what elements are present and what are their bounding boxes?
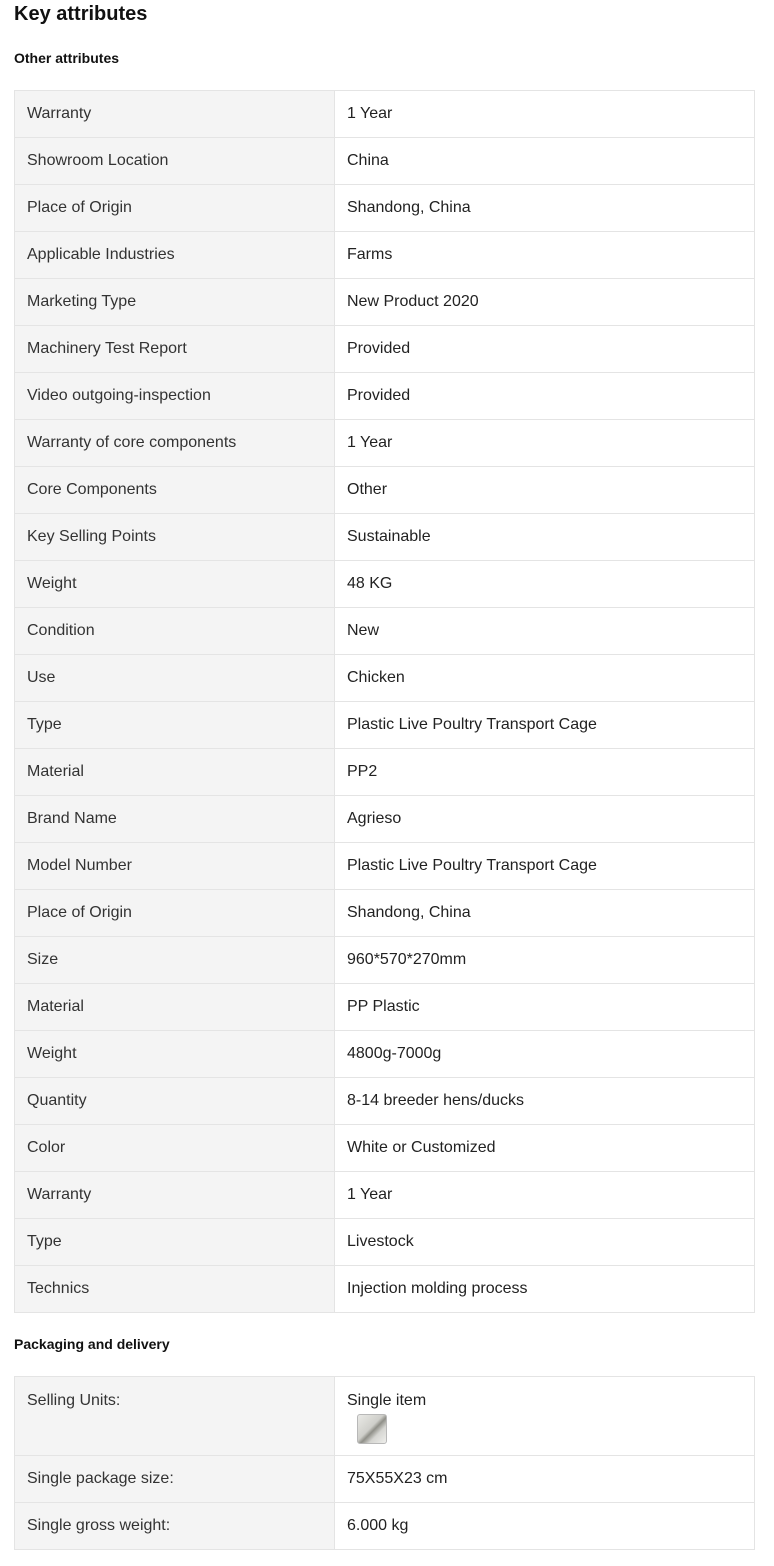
- attribute-value: 1 Year: [335, 420, 755, 467]
- attribute-key: Place of Origin: [15, 185, 335, 232]
- attribute-value: Sustainable: [335, 514, 755, 561]
- attribute-value: Injection molding process: [335, 1266, 755, 1313]
- attribute-value: 4800g-7000g: [335, 1031, 755, 1078]
- attribute-value: 1 Year: [335, 1172, 755, 1219]
- table-row: [15, 1125, 755, 1172]
- table-row: [15, 1219, 755, 1266]
- attribute-value: Plastic Live Poultry Transport Cage: [335, 843, 755, 890]
- attribute-key: Color: [15, 1125, 335, 1172]
- attribute-key: Brand Name: [15, 796, 335, 843]
- table-row: [15, 373, 755, 420]
- attribute-key: Machinery Test Report: [15, 326, 335, 373]
- table-row: [15, 655, 755, 702]
- product-thumbnail[interactable]: [357, 1414, 387, 1444]
- attribute-key: Applicable Industries: [15, 232, 335, 279]
- page-title: Key attributes: [14, 3, 148, 25]
- attribute-value: China: [335, 138, 755, 185]
- table-row: [15, 1172, 755, 1219]
- table-row: [15, 467, 755, 514]
- attribute-value: Chicken: [335, 655, 755, 702]
- table-row: [15, 1078, 755, 1125]
- table-row: [15, 890, 755, 937]
- table-row: [15, 279, 755, 326]
- attribute-key: Use: [15, 655, 335, 702]
- attribute-value: Provided: [335, 373, 755, 420]
- table-row: [15, 232, 755, 279]
- attribute-value: 8-14 breeder hens/ducks: [335, 1078, 755, 1125]
- key-attributes-panel: [14, 0, 755, 1550]
- table-row: [15, 1503, 755, 1550]
- attribute-value: PP2: [335, 749, 755, 796]
- attribute-key: Place of Origin: [15, 890, 335, 937]
- table-row: [15, 138, 755, 185]
- table-row: [15, 1266, 755, 1313]
- table-row: [15, 608, 755, 655]
- table-row: [15, 514, 755, 561]
- table-row: [15, 1377, 755, 1456]
- attribute-key: Single package size:: [15, 1456, 335, 1503]
- attribute-value: New Product 2020: [335, 279, 755, 326]
- table-row: [15, 561, 755, 608]
- section-title-packaging-delivery: Packaging and delivery: [14, 1336, 170, 1352]
- attribute-key: Showroom Location: [15, 138, 335, 185]
- table-row: [15, 843, 755, 890]
- table-row: [15, 796, 755, 843]
- attribute-key: Type: [15, 1219, 335, 1266]
- attribute-key: Material: [15, 749, 335, 796]
- table-row: [15, 937, 755, 984]
- table-row: [15, 1031, 755, 1078]
- attribute-value: 6.000 kg: [335, 1503, 755, 1550]
- attribute-key: Key Selling Points: [15, 514, 335, 561]
- attribute-value: Agrieso: [335, 796, 755, 843]
- attribute-key: Warranty: [15, 1172, 335, 1219]
- attribute-key: Selling Units:: [15, 1377, 335, 1456]
- table-row: [15, 91, 755, 138]
- attribute-key: Quantity: [15, 1078, 335, 1125]
- table-row: [15, 984, 755, 1031]
- attribute-value: Other: [335, 467, 755, 514]
- attribute-value: 75X55X23 cm: [335, 1456, 755, 1503]
- attribute-value: Single item: [347, 1392, 427, 1409]
- attribute-key: Condition: [15, 608, 335, 655]
- table-row: [15, 185, 755, 232]
- attribute-value: 960*570*270mm: [335, 937, 755, 984]
- section-title-other-attributes: Other attributes: [14, 50, 120, 66]
- attribute-key: Core Components: [15, 467, 335, 514]
- table-row: [15, 1456, 755, 1503]
- attribute-key: Marketing Type: [15, 279, 335, 326]
- attribute-value: Livestock: [335, 1219, 755, 1266]
- attribute-value: Provided: [335, 326, 755, 373]
- table-row: [15, 749, 755, 796]
- attribute-value: 1 Year: [335, 91, 755, 138]
- attribute-key: Size: [15, 937, 335, 984]
- table-row: [15, 420, 755, 467]
- attribute-key: Material: [15, 984, 335, 1031]
- table-row: [15, 326, 755, 373]
- attribute-key: Warranty of core components: [15, 420, 335, 467]
- table-row: [15, 702, 755, 749]
- attribute-value: New: [335, 608, 755, 655]
- attribute-value: Plastic Live Poultry Transport Cage: [335, 702, 755, 749]
- attribute-key: Technics: [15, 1266, 335, 1313]
- attribute-value: White or Customized: [335, 1125, 755, 1172]
- attribute-value: Farms: [335, 232, 755, 279]
- attribute-key: Warranty: [15, 91, 335, 138]
- attribute-value: Shandong, China: [335, 890, 755, 937]
- attribute-key: Video outgoing-inspection: [15, 373, 335, 420]
- attribute-key: Model Number: [15, 843, 335, 890]
- attribute-value: PP Plastic: [335, 984, 755, 1031]
- attribute-value: Shandong, China: [335, 185, 755, 232]
- packaging-table: [14, 1376, 755, 1550]
- other-attributes-table: [14, 90, 755, 1313]
- attribute-key: Single gross weight:: [15, 1503, 335, 1550]
- attribute-key: Type: [15, 702, 335, 749]
- attribute-value-cell: [335, 1377, 755, 1456]
- attribute-key: Weight: [15, 1031, 335, 1078]
- attribute-value: 48 KG: [335, 561, 755, 608]
- attribute-key: Weight: [15, 561, 335, 608]
